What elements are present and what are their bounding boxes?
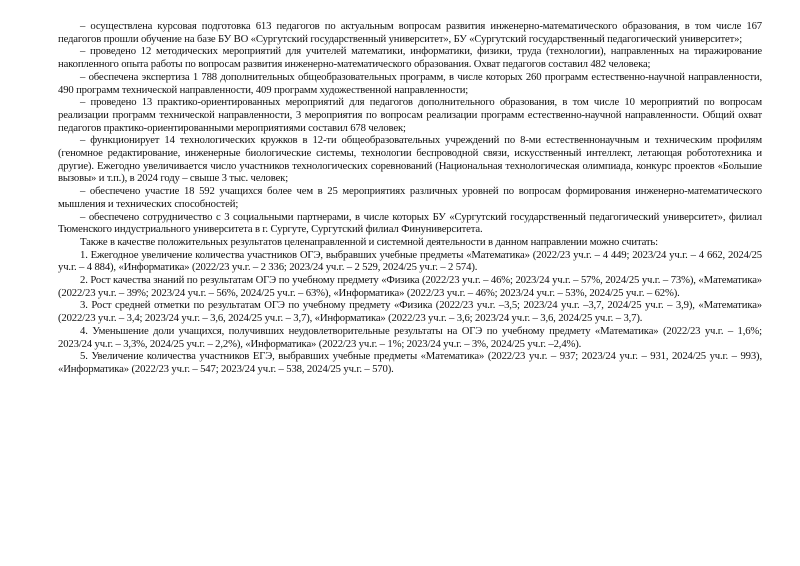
document-page bbox=[58, 20, 762, 376]
result-item-3: 3. Рост средней отметки по результатам ОГЭ по учебному предмету «Физика (2022/23 уч.г. –3,5; 2023/24 уч.г. –3,7, 2024/25 уч.г. – 3,9), «Математика» (2022/23 уч.г. – 3,4; 2023/24 уч.г. – 3,6, 2024/25 уч.г. – 3,7), «Информатика» (2022/23 уч.г. – 3,6; 2023/24 уч.г. – 3,6, 2024/25 уч.г. – 3,7). bbox=[58, 299, 762, 325]
result-item-5: 5. Увеличение количества участников ЕГЭ, выбравших учебные предметы «Математика» (2022/23 уч.г. – 937; 2023/24 уч.г. – 931, 2024/25 уч.г. – 993), «Информатика» (2022/23 уч.г. – 547; 2023/24 уч.г. – 538, 2024/25 уч.г. – 570). bbox=[58, 350, 762, 375]
paragraph-program-expertise: – обеспечена экспертиза 1 788 дополнительных общеобразовательных программ, в числе которых 260 программ естественно-научной направленности, 490 программ технической направленности, 409 программ художественной направленности; bbox=[58, 70, 762, 96]
result-item-1: 1. Ежегодное увеличение количества участников ОГЭ, выбравших учебные предметы «Математика» (2022/23 уч.г. – 4 449; 2023/24 уч.г. – 4 662, 2024/25 уч.г. – 4 884), «Информатика» (2022/23 уч.г. – 2 336; 2023/24 уч.г. – 2 529, 2024/25 уч.г. – 2 574). bbox=[58, 248, 762, 274]
paragraph-course-training: – осуществлена курсовая подготовка 613 педагогов по актуальным вопросам развития инженерно-математического образования, в том числе 167 педагогов прошли обучение на базе БУ ВО «Сургутский государственный университет», БУ «Сургутский государственный педагогический университет»; bbox=[58, 20, 762, 45]
paragraph-student-participation: – обеспечено участие 18 592 учащихся более чем в 25 мероприятиях различных уровней по вопросам формирования инженерно-математического мышления и технических способностей; bbox=[58, 185, 762, 210]
paragraph-practice-events: – проведено 13 практико-ориентированных мероприятий для педагогов дополнительного образования, в том числе 10 мероприятий по вопросам реализации программ технической направленности, 3 мероприятия по вопросам реализации программ естественно-научной направленности. Общий охват педагогов практико-ориентированными мероприятиями составил 678 человек; bbox=[58, 96, 762, 134]
paragraph-methodical-events: – проведено 12 методических мероприятий для учителей математики, информатики, физики, труда (технологии), направленных на тиражирование накопленного опыта работы по вопросам развития инженерно-математического образования. Охват педагогов составил 482 человека; bbox=[58, 45, 762, 71]
result-item-4: 4. Уменьшение доли учащихся, получивших неудовлетворительные результаты на ОГЭ по учебному предмету «Математика» (2022/23 уч.г. – 1,6%; 2023/24 уч.г. – 3,3%, 2024/25 уч.г. – 2,2%), «Информатика» (2022/23 уч.г. – 1%; 2023/24 уч.г. – 3%, 2024/25 уч.г. –2,4%). bbox=[58, 324, 762, 350]
paragraph-tech-clubs: – функционирует 14 технологических кружков в 12-ти общеобразовательных учреждений по 8-ми естественнонаучным и техническим профилям (геномное редактирование, инженерные биологические системы, технологии беспроводной связи, искусственный интеллект, летающая робототехника и другие). Ежегодно увеличивается число участников технологических соревнований (Национальная технологическая олимпиада, конкурс проектов «Большие вызовы» и т.п.), в 2024 году – свыше 3 тыс. человек; bbox=[58, 134, 762, 185]
paragraph-partners: – обеспечено сотрудничество с 3 социальными партнерами, в числе которых БУ «Сургутский государственный педагогический университет», филиал Тюменского индустриального университета в г. Сургуте, Сургутский филиал Финуниверситета. bbox=[58, 210, 762, 236]
paragraph-results-intro: Также в качестве положительных результатов целенаправленной и системной деятельности в данном направлении можно считать: bbox=[80, 235, 658, 248]
result-item-2: 2. Рост качества знаний по результатам ОГЭ по учебному предмету «Физика (2022/23 уч.г. – 46%; 2023/24 уч.г. – 57%, 2024/25 уч.г. – 73%), «Математика» (2022/23 уч.г. – 39%; 2023/24 уч.г. – 56%, 2024/25 уч.г. – 63%), «Информатика» (2022/23 уч.г. – 46%; 2023/24 уч.г. – 53%, 2024/25 уч.г. – 62%). bbox=[58, 274, 762, 299]
